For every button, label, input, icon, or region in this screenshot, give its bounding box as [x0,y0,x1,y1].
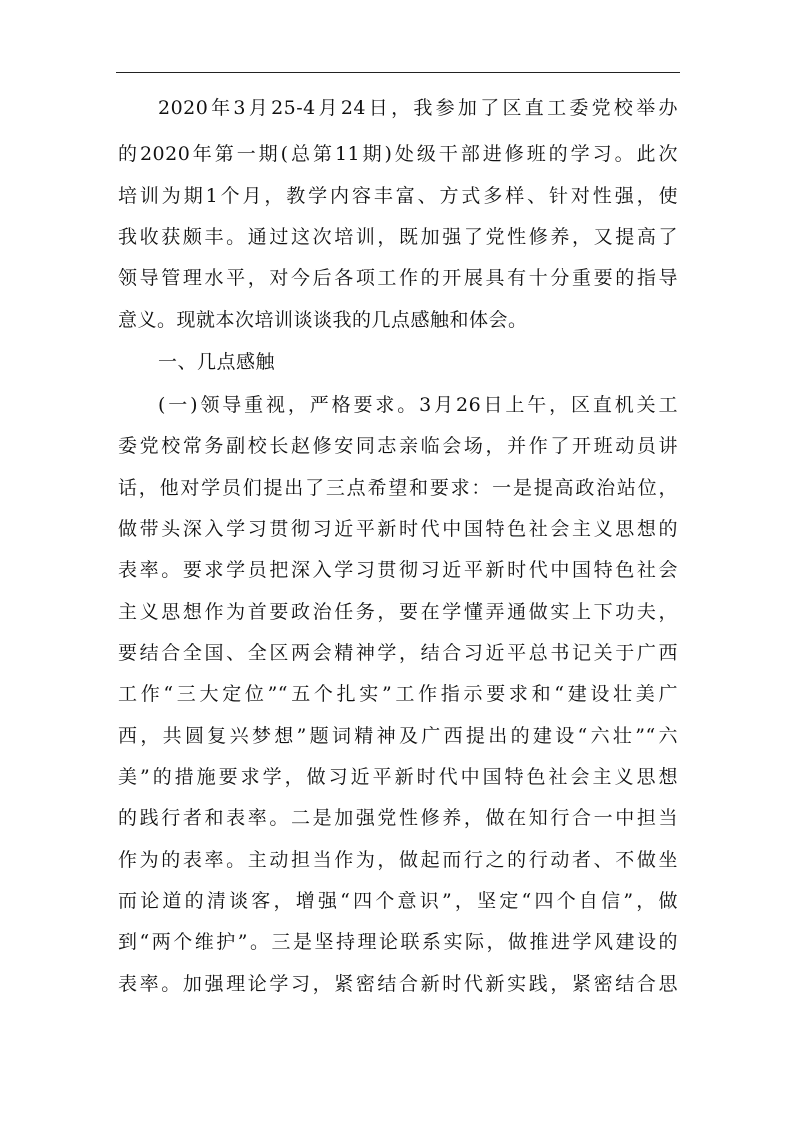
paragraph-line: 工作“三大定位”“五个扎实”工作指示要求和“建设壮美广 [118,683,678,705]
paragraph-line: 领导管理水平，对今后各项工作的开展具有十分重要的指导 [118,267,678,289]
paragraph-line: 表率。加强理论学习，紧密结合新时代新实践，紧密结合思 [118,973,678,995]
paragraph-line: 主义思想作为首要政治任务，要在学懂弄通做实上下功夫， [118,601,678,623]
paragraph-line: 到“两个维护”。三是坚持理论联系实际，做推进学风建设的 [118,931,678,953]
paragraph-line: 话，他对学员们提出了三点希望和要求：一是提高政治站位， [118,477,678,499]
paragraph-line: 意义。现就本次培训谈谈我的几点感触和体会。 [118,309,528,331]
paragraph-line: 西，共圆复兴梦想”题词精神及广西提出的建设“六壮”“六 [118,725,678,747]
paragraph-line: 而论道的清谈客，增强“四个意识”，坚定“四个自信”，做 [118,890,678,912]
paragraph-line: 我收获颇丰。通过这次培训，既加强了党性修养，又提高了 [118,226,678,248]
paragraph-line: (一)领导重视，严格要求。3月26日上午，区直机关工 [158,394,678,416]
paragraph-line: 表率。要求学员把深入学习贯彻习近平新时代中国特色社会 [118,559,678,581]
paragraph-line: 做带头深入学习贯彻习近平新时代中国特色社会主义思想的 [118,518,678,540]
paragraph-line: 美”的措施要求学，做习近平新时代中国特色社会主义思想 [118,766,678,788]
paragraph-line: 培训为期1个月，教学内容丰富、方式多样、针对性强，使 [118,185,678,207]
paragraph-line: 的2020年第一期(总第11期)处级干部进修班的学习。此次 [118,143,678,165]
header-rule [116,72,680,73]
paragraph-line: 委党校常务副校长赵修安同志亲临会场，并作了开班动员讲 [118,435,678,457]
paragraph-line: 2020年3月25-4月24日，我参加了区直工委党校举办 [158,97,678,119]
paragraph-line: 要结合全国、全区两会精神学，结合习近平总书记关于广西 [118,642,678,664]
paragraph-line: 作为的表率。主动担当作为，做起而行之的行动者、不做坐 [118,849,678,871]
paragraph-line: 的践行者和表率。二是加强党性修养，做在知行合一中担当 [118,807,678,829]
section-heading: 一、几点感触 [158,351,276,373]
